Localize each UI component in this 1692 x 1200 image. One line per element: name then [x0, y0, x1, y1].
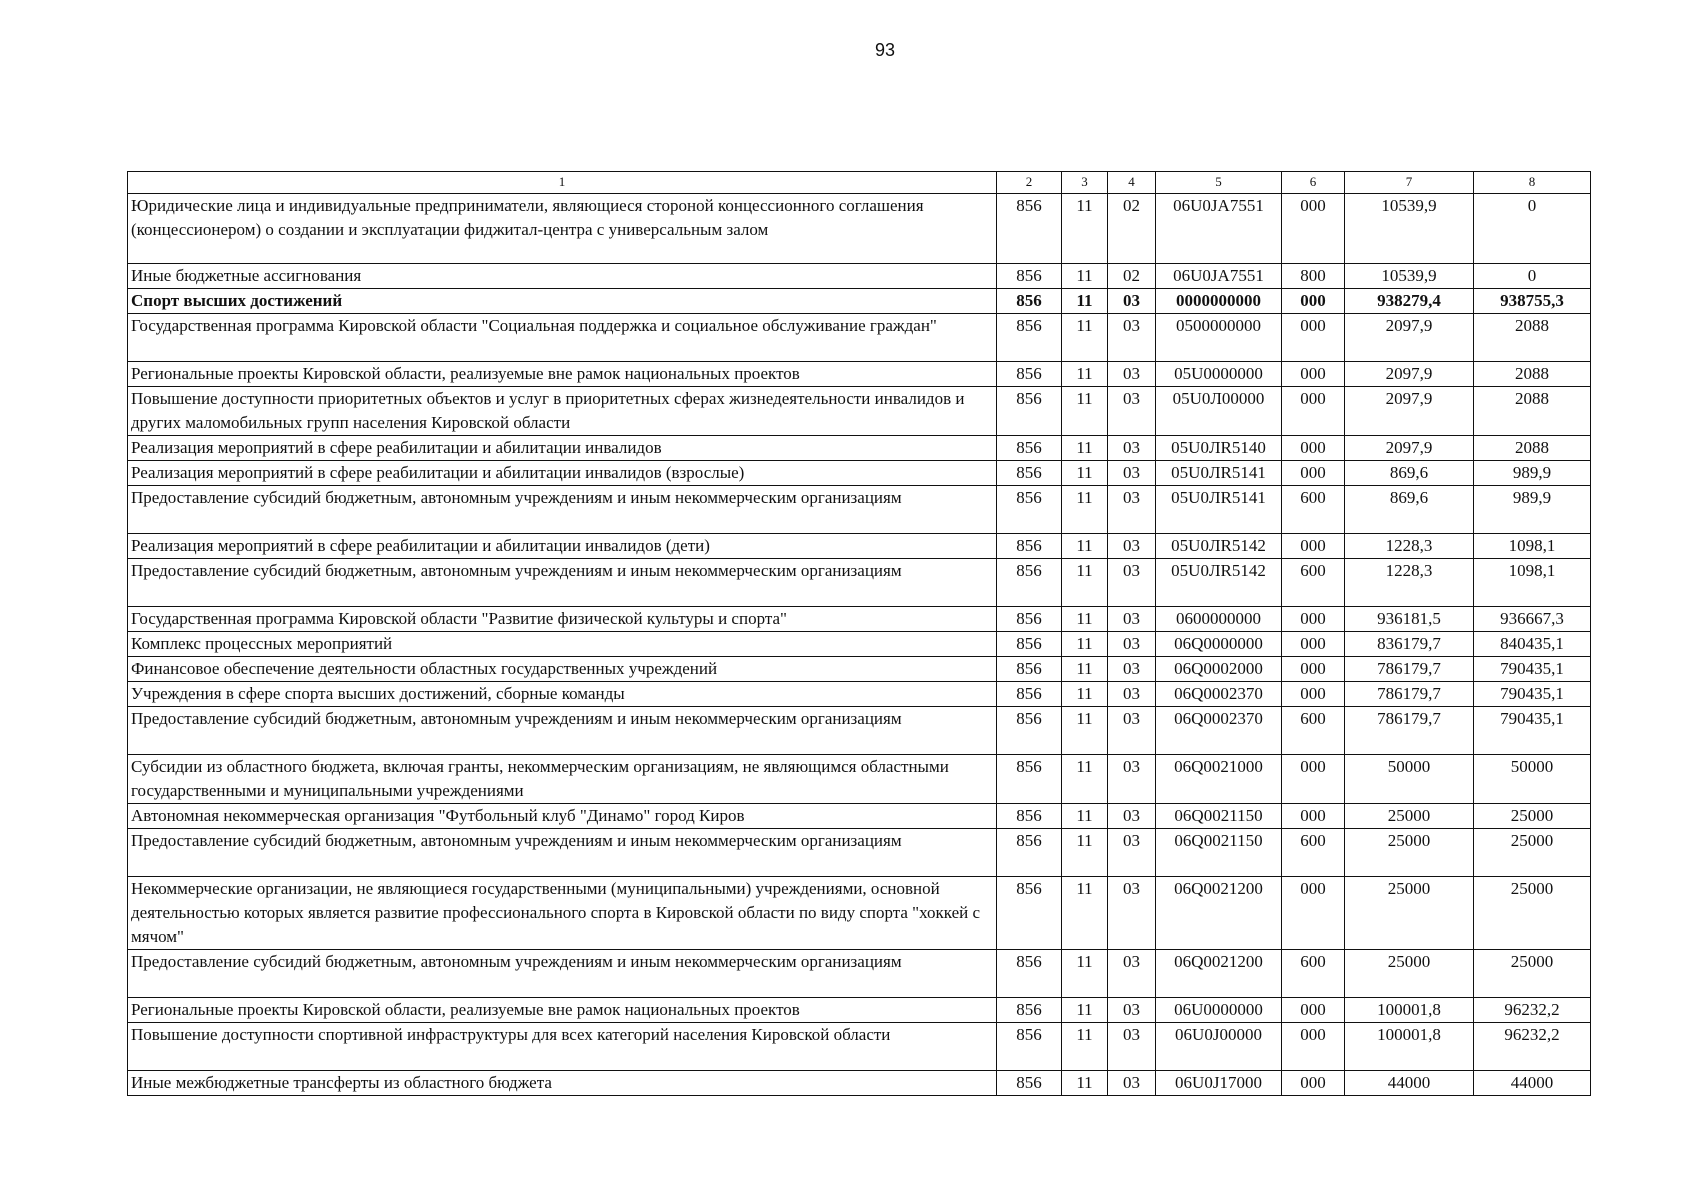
row-target-article: 06U0J00000: [1156, 1023, 1282, 1071]
header-col-7: 7: [1345, 172, 1474, 194]
row-expense-type: 800: [1282, 264, 1345, 289]
row-expense-type: 000: [1282, 998, 1345, 1023]
row-name: Региональные проекты Кировской области, реализуемые вне рамок национальных проектов: [128, 362, 997, 387]
row-amount-1: 100001,8: [1345, 1023, 1474, 1071]
row-amount-1: 44000: [1345, 1071, 1474, 1096]
row-expense-type: 000: [1282, 289, 1345, 314]
row-amount-1: 786179,7: [1345, 707, 1474, 755]
row-name: Повышение доступности приоритетных объектов и услуг в приоритетных сферах жизнедеятельности инвалидов и других маломобильных групп населения Кировской области: [128, 387, 997, 436]
row-ministry-code: 856: [997, 829, 1062, 877]
row-ministry-code: 856: [997, 534, 1062, 559]
row-name: Реализация мероприятий в сфере реабилитации и абилитации инвалидов: [128, 436, 997, 461]
row-section: 11: [1062, 559, 1108, 607]
row-target-article: 05U0000000: [1156, 362, 1282, 387]
row-name: Комплекс процессных мероприятий: [128, 632, 997, 657]
row-expense-type: 000: [1282, 194, 1345, 264]
row-amount-1: 10539,9: [1345, 264, 1474, 289]
row-name: Реализация мероприятий в сфере реабилитации и абилитации инвалидов (дети): [128, 534, 997, 559]
table-row: [128, 314, 1591, 362]
row-subsection: 03: [1108, 1071, 1156, 1096]
row-subsection: 03: [1108, 682, 1156, 707]
row-amount-2: 936667,3: [1474, 607, 1591, 632]
row-subsection: 03: [1108, 289, 1156, 314]
row-subsection: 03: [1108, 387, 1156, 436]
row-amount-2: 96232,2: [1474, 1023, 1591, 1071]
row-amount-2: 938755,3: [1474, 289, 1591, 314]
row-amount-1: 100001,8: [1345, 998, 1474, 1023]
row-ministry-code: 856: [997, 1071, 1062, 1096]
row-section: 11: [1062, 264, 1108, 289]
table-row: [128, 559, 1591, 607]
table-row-section-total: [128, 289, 1591, 314]
table-row: [128, 1071, 1591, 1096]
row-amount-2: 96232,2: [1474, 998, 1591, 1023]
row-expense-type: 000: [1282, 436, 1345, 461]
row-amount-2: 1098,1: [1474, 534, 1591, 559]
row-section: 11: [1062, 607, 1108, 632]
row-section: 11: [1062, 707, 1108, 755]
row-name: Спорт высших достижений: [128, 289, 997, 314]
row-amount-1: 2097,9: [1345, 436, 1474, 461]
row-expense-type: 000: [1282, 362, 1345, 387]
row-name: Региональные проекты Кировской области, реализуемые вне рамок национальных проектов: [128, 998, 997, 1023]
header-col-1: 1: [128, 172, 997, 194]
row-target-article: 05U0ЛR5140: [1156, 436, 1282, 461]
row-ministry-code: 856: [997, 1023, 1062, 1071]
row-ministry-code: 856: [997, 314, 1062, 362]
row-amount-1: 786179,7: [1345, 682, 1474, 707]
row-amount-2: 790435,1: [1474, 707, 1591, 755]
row-amount-1: 2097,9: [1345, 362, 1474, 387]
row-section: 11: [1062, 534, 1108, 559]
row-name: Юридические лица и индивидуальные предприниматели, являющиеся стороной концессионного соглашения (концессионером) о создании и эксплуатации фиджитал-центра с универсальным залом: [128, 194, 997, 264]
row-subsection: 03: [1108, 829, 1156, 877]
row-amount-2: 1098,1: [1474, 559, 1591, 607]
row-expense-type: 000: [1282, 682, 1345, 707]
row-name: Автономная некоммерческая организация "Футбольный клуб "Динамо" город Киров: [128, 804, 997, 829]
row-target-article: 05U0ЛR5142: [1156, 559, 1282, 607]
row-amount-1: 25000: [1345, 804, 1474, 829]
row-ministry-code: 856: [997, 436, 1062, 461]
row-name: Государственная программа Кировской области "Развитие физической культуры и спорта": [128, 607, 997, 632]
header-col-2: 2: [997, 172, 1062, 194]
row-amount-1: 2097,9: [1345, 314, 1474, 362]
row-amount-1: 25000: [1345, 950, 1474, 998]
row-expense-type: 600: [1282, 486, 1345, 534]
row-ministry-code: 856: [997, 707, 1062, 755]
row-name: Государственная программа Кировской области "Социальная поддержка и социальное обслуживание граждан": [128, 314, 997, 362]
row-ministry-code: 856: [997, 877, 1062, 950]
row-name: Предоставление субсидий бюджетным, автономным учреждениям и иным некоммерческим организациям: [128, 707, 997, 755]
table-row: [128, 264, 1591, 289]
row-section: 11: [1062, 1071, 1108, 1096]
row-target-article: 06Q0002370: [1156, 707, 1282, 755]
row-name: Предоставление субсидий бюджетным, автономным учреждениям и иным некоммерческим организациям: [128, 559, 997, 607]
row-expense-type: 000: [1282, 804, 1345, 829]
row-amount-1: 936181,5: [1345, 607, 1474, 632]
row-section: 11: [1062, 1023, 1108, 1071]
row-amount-2: 25000: [1474, 950, 1591, 998]
row-name: Иные бюджетные ассигнования: [128, 264, 997, 289]
row-section: 11: [1062, 486, 1108, 534]
table-row: [128, 362, 1591, 387]
row-ministry-code: 856: [997, 559, 1062, 607]
table-body: [128, 172, 1591, 1096]
row-expense-type: 000: [1282, 1023, 1345, 1071]
row-expense-type: 600: [1282, 829, 1345, 877]
row-subsection: 03: [1108, 486, 1156, 534]
table-header-row: [128, 172, 1591, 194]
row-subsection: 03: [1108, 998, 1156, 1023]
row-section: 11: [1062, 314, 1108, 362]
row-subsection: 03: [1108, 534, 1156, 559]
row-ministry-code: 856: [997, 264, 1062, 289]
row-name: Некоммерческие организации, не являющиеся государственными (муниципальными) учреждениями, основной деятельностью которых является развитие профессионального спорта в Кировской области по виду спорта "хоккей с мячом": [128, 877, 997, 950]
row-section: 11: [1062, 657, 1108, 682]
row-subsection: 03: [1108, 804, 1156, 829]
table-row: [128, 829, 1591, 877]
row-ministry-code: 856: [997, 387, 1062, 436]
row-amount-1: 938279,4: [1345, 289, 1474, 314]
row-ministry-code: 856: [997, 289, 1062, 314]
row-amount-2: 0: [1474, 264, 1591, 289]
row-amount-1: 1228,3: [1345, 534, 1474, 559]
row-ministry-code: 856: [997, 755, 1062, 804]
row-ministry-code: 856: [997, 607, 1062, 632]
row-subsection: 03: [1108, 755, 1156, 804]
row-name: Повышение доступности спортивной инфраструктуры для всех категорий населения Кировской области: [128, 1023, 997, 1071]
row-name: Субсидии из областного бюджета, включая гранты, некоммерческим организациям, не являющимся областными государственными и муниципальными учреждениями: [128, 755, 997, 804]
row-amount-1: 786179,7: [1345, 657, 1474, 682]
row-section: 11: [1062, 194, 1108, 264]
row-amount-2: 989,9: [1474, 486, 1591, 534]
row-name: Финансовое обеспечение деятельности областных государственных учреждений: [128, 657, 997, 682]
row-subsection: 03: [1108, 657, 1156, 682]
row-target-article: 06Q0000000: [1156, 632, 1282, 657]
row-name: Учреждения в сфере спорта высших достижений, сборные команды: [128, 682, 997, 707]
table-row: [128, 632, 1591, 657]
row-ministry-code: 856: [997, 804, 1062, 829]
row-target-article: 06Q0002000: [1156, 657, 1282, 682]
row-amount-2: 44000: [1474, 1071, 1591, 1096]
row-target-article: 06Q0021200: [1156, 950, 1282, 998]
row-subsection: 03: [1108, 877, 1156, 950]
row-subsection: 03: [1108, 314, 1156, 362]
row-amount-2: 840435,1: [1474, 632, 1591, 657]
row-target-article: 06Q0021150: [1156, 829, 1282, 877]
row-subsection: 03: [1108, 362, 1156, 387]
row-amount-2: 790435,1: [1474, 682, 1591, 707]
row-ministry-code: 856: [997, 682, 1062, 707]
row-target-article: 0500000000: [1156, 314, 1282, 362]
row-section: 11: [1062, 755, 1108, 804]
header-col-4: 4: [1108, 172, 1156, 194]
row-target-article: 06U0J17000: [1156, 1071, 1282, 1096]
row-expense-type: 000: [1282, 387, 1345, 436]
row-name: Предоставление субсидий бюджетным, автономным учреждениям и иным некоммерческим организациям: [128, 486, 997, 534]
row-section: 11: [1062, 362, 1108, 387]
row-name: Реализация мероприятий в сфере реабилитации и абилитации инвалидов (взрослые): [128, 461, 997, 486]
table-row: [128, 461, 1591, 486]
row-section: 11: [1062, 632, 1108, 657]
row-subsection: 03: [1108, 559, 1156, 607]
table-row: [128, 755, 1591, 804]
table-row: [128, 194, 1591, 264]
row-target-article: 05U0Л00000: [1156, 387, 1282, 436]
table-row: [128, 534, 1591, 559]
row-target-article: 0600000000: [1156, 607, 1282, 632]
budget-table: [127, 171, 1591, 1096]
row-expense-type: 000: [1282, 657, 1345, 682]
row-amount-2: 25000: [1474, 877, 1591, 950]
row-subsection: 03: [1108, 1023, 1156, 1071]
table-row: [128, 657, 1591, 682]
page-number: 93: [874, 40, 896, 60]
row-target-article: 05U0ЛR5142: [1156, 534, 1282, 559]
table-row: [128, 607, 1591, 632]
header-col-6: 6: [1282, 172, 1345, 194]
header-col-5: 5: [1156, 172, 1282, 194]
row-ministry-code: 856: [997, 657, 1062, 682]
row-ministry-code: 856: [997, 998, 1062, 1023]
row-amount-1: 836179,7: [1345, 632, 1474, 657]
row-subsection: 03: [1108, 461, 1156, 486]
table-row: [128, 436, 1591, 461]
row-subsection: 03: [1108, 436, 1156, 461]
row-name: Предоставление субсидий бюджетным, автономным учреждениям и иным некоммерческим организациям: [128, 950, 997, 998]
row-ministry-code: 856: [997, 486, 1062, 534]
row-target-article: 05U0ЛR5141: [1156, 461, 1282, 486]
row-amount-1: 2097,9: [1345, 387, 1474, 436]
row-amount-2: 2088: [1474, 362, 1591, 387]
table-row: [128, 804, 1591, 829]
row-amount-1: 10539,9: [1345, 194, 1474, 264]
row-subsection: 03: [1108, 632, 1156, 657]
row-ministry-code: 856: [997, 632, 1062, 657]
row-amount-2: 989,9: [1474, 461, 1591, 486]
table-row: [128, 707, 1591, 755]
row-section: 11: [1062, 682, 1108, 707]
row-amount-2: 50000: [1474, 755, 1591, 804]
row-target-article: 06U0000000: [1156, 998, 1282, 1023]
row-expense-type: 600: [1282, 559, 1345, 607]
row-section: 11: [1062, 289, 1108, 314]
row-target-article: 06Q0002370: [1156, 682, 1282, 707]
table-row: [128, 682, 1591, 707]
row-expense-type: 000: [1282, 877, 1345, 950]
row-target-article: 05U0ЛR5141: [1156, 486, 1282, 534]
row-section: 11: [1062, 804, 1108, 829]
table-row: [128, 950, 1591, 998]
row-expense-type: 600: [1282, 950, 1345, 998]
row-expense-type: 000: [1282, 1071, 1345, 1096]
row-target-article: 0000000000: [1156, 289, 1282, 314]
row-amount-1: 50000: [1345, 755, 1474, 804]
row-subsection: 03: [1108, 607, 1156, 632]
row-target-article: 06U0JA7551: [1156, 264, 1282, 289]
row-ministry-code: 856: [997, 950, 1062, 998]
row-section: 11: [1062, 950, 1108, 998]
row-target-article: 06Q0021000: [1156, 755, 1282, 804]
row-ministry-code: 856: [997, 362, 1062, 387]
row-expense-type: 000: [1282, 314, 1345, 362]
row-name: Предоставление субсидий бюджетным, автономным учреждениям и иным некоммерческим организациям: [128, 829, 997, 877]
header-col-3: 3: [1062, 172, 1108, 194]
row-expense-type: 000: [1282, 461, 1345, 486]
row-section: 11: [1062, 387, 1108, 436]
row-amount-1: 25000: [1345, 829, 1474, 877]
row-expense-type: 000: [1282, 534, 1345, 559]
row-expense-type: 000: [1282, 632, 1345, 657]
table-row: [128, 486, 1591, 534]
row-amount-2: 2088: [1474, 314, 1591, 362]
row-target-article: 06Q0021150: [1156, 804, 1282, 829]
row-amount-2: 790435,1: [1474, 657, 1591, 682]
row-expense-type: 000: [1282, 607, 1345, 632]
table-row: [128, 998, 1591, 1023]
row-section: 11: [1062, 829, 1108, 877]
row-section: 11: [1062, 461, 1108, 486]
table-row: [128, 1023, 1591, 1071]
row-amount-2: 0: [1474, 194, 1591, 264]
row-section: 11: [1062, 998, 1108, 1023]
row-subsection: 02: [1108, 264, 1156, 289]
row-subsection: 03: [1108, 950, 1156, 998]
row-section: 11: [1062, 877, 1108, 950]
row-amount-2: 2088: [1474, 387, 1591, 436]
table-row: [128, 877, 1591, 950]
row-expense-type: 600: [1282, 707, 1345, 755]
row-amount-1: 1228,3: [1345, 559, 1474, 607]
row-expense-type: 000: [1282, 755, 1345, 804]
row-amount-1: 869,6: [1345, 486, 1474, 534]
row-subsection: 03: [1108, 707, 1156, 755]
row-amount-2: 25000: [1474, 829, 1591, 877]
row-section: 11: [1062, 436, 1108, 461]
row-amount-2: 2088: [1474, 436, 1591, 461]
row-target-article: 06Q0021200: [1156, 877, 1282, 950]
row-amount-1: 869,6: [1345, 461, 1474, 486]
row-ministry-code: 856: [997, 194, 1062, 264]
header-col-8: 8: [1474, 172, 1591, 194]
row-amount-1: 25000: [1345, 877, 1474, 950]
row-subsection: 02: [1108, 194, 1156, 264]
row-amount-2: 25000: [1474, 804, 1591, 829]
row-ministry-code: 856: [997, 461, 1062, 486]
table-row: [128, 387, 1591, 436]
row-name: Иные межбюджетные трансферты из областного бюджета: [128, 1071, 997, 1096]
row-target-article: 06U0JA7551: [1156, 194, 1282, 264]
